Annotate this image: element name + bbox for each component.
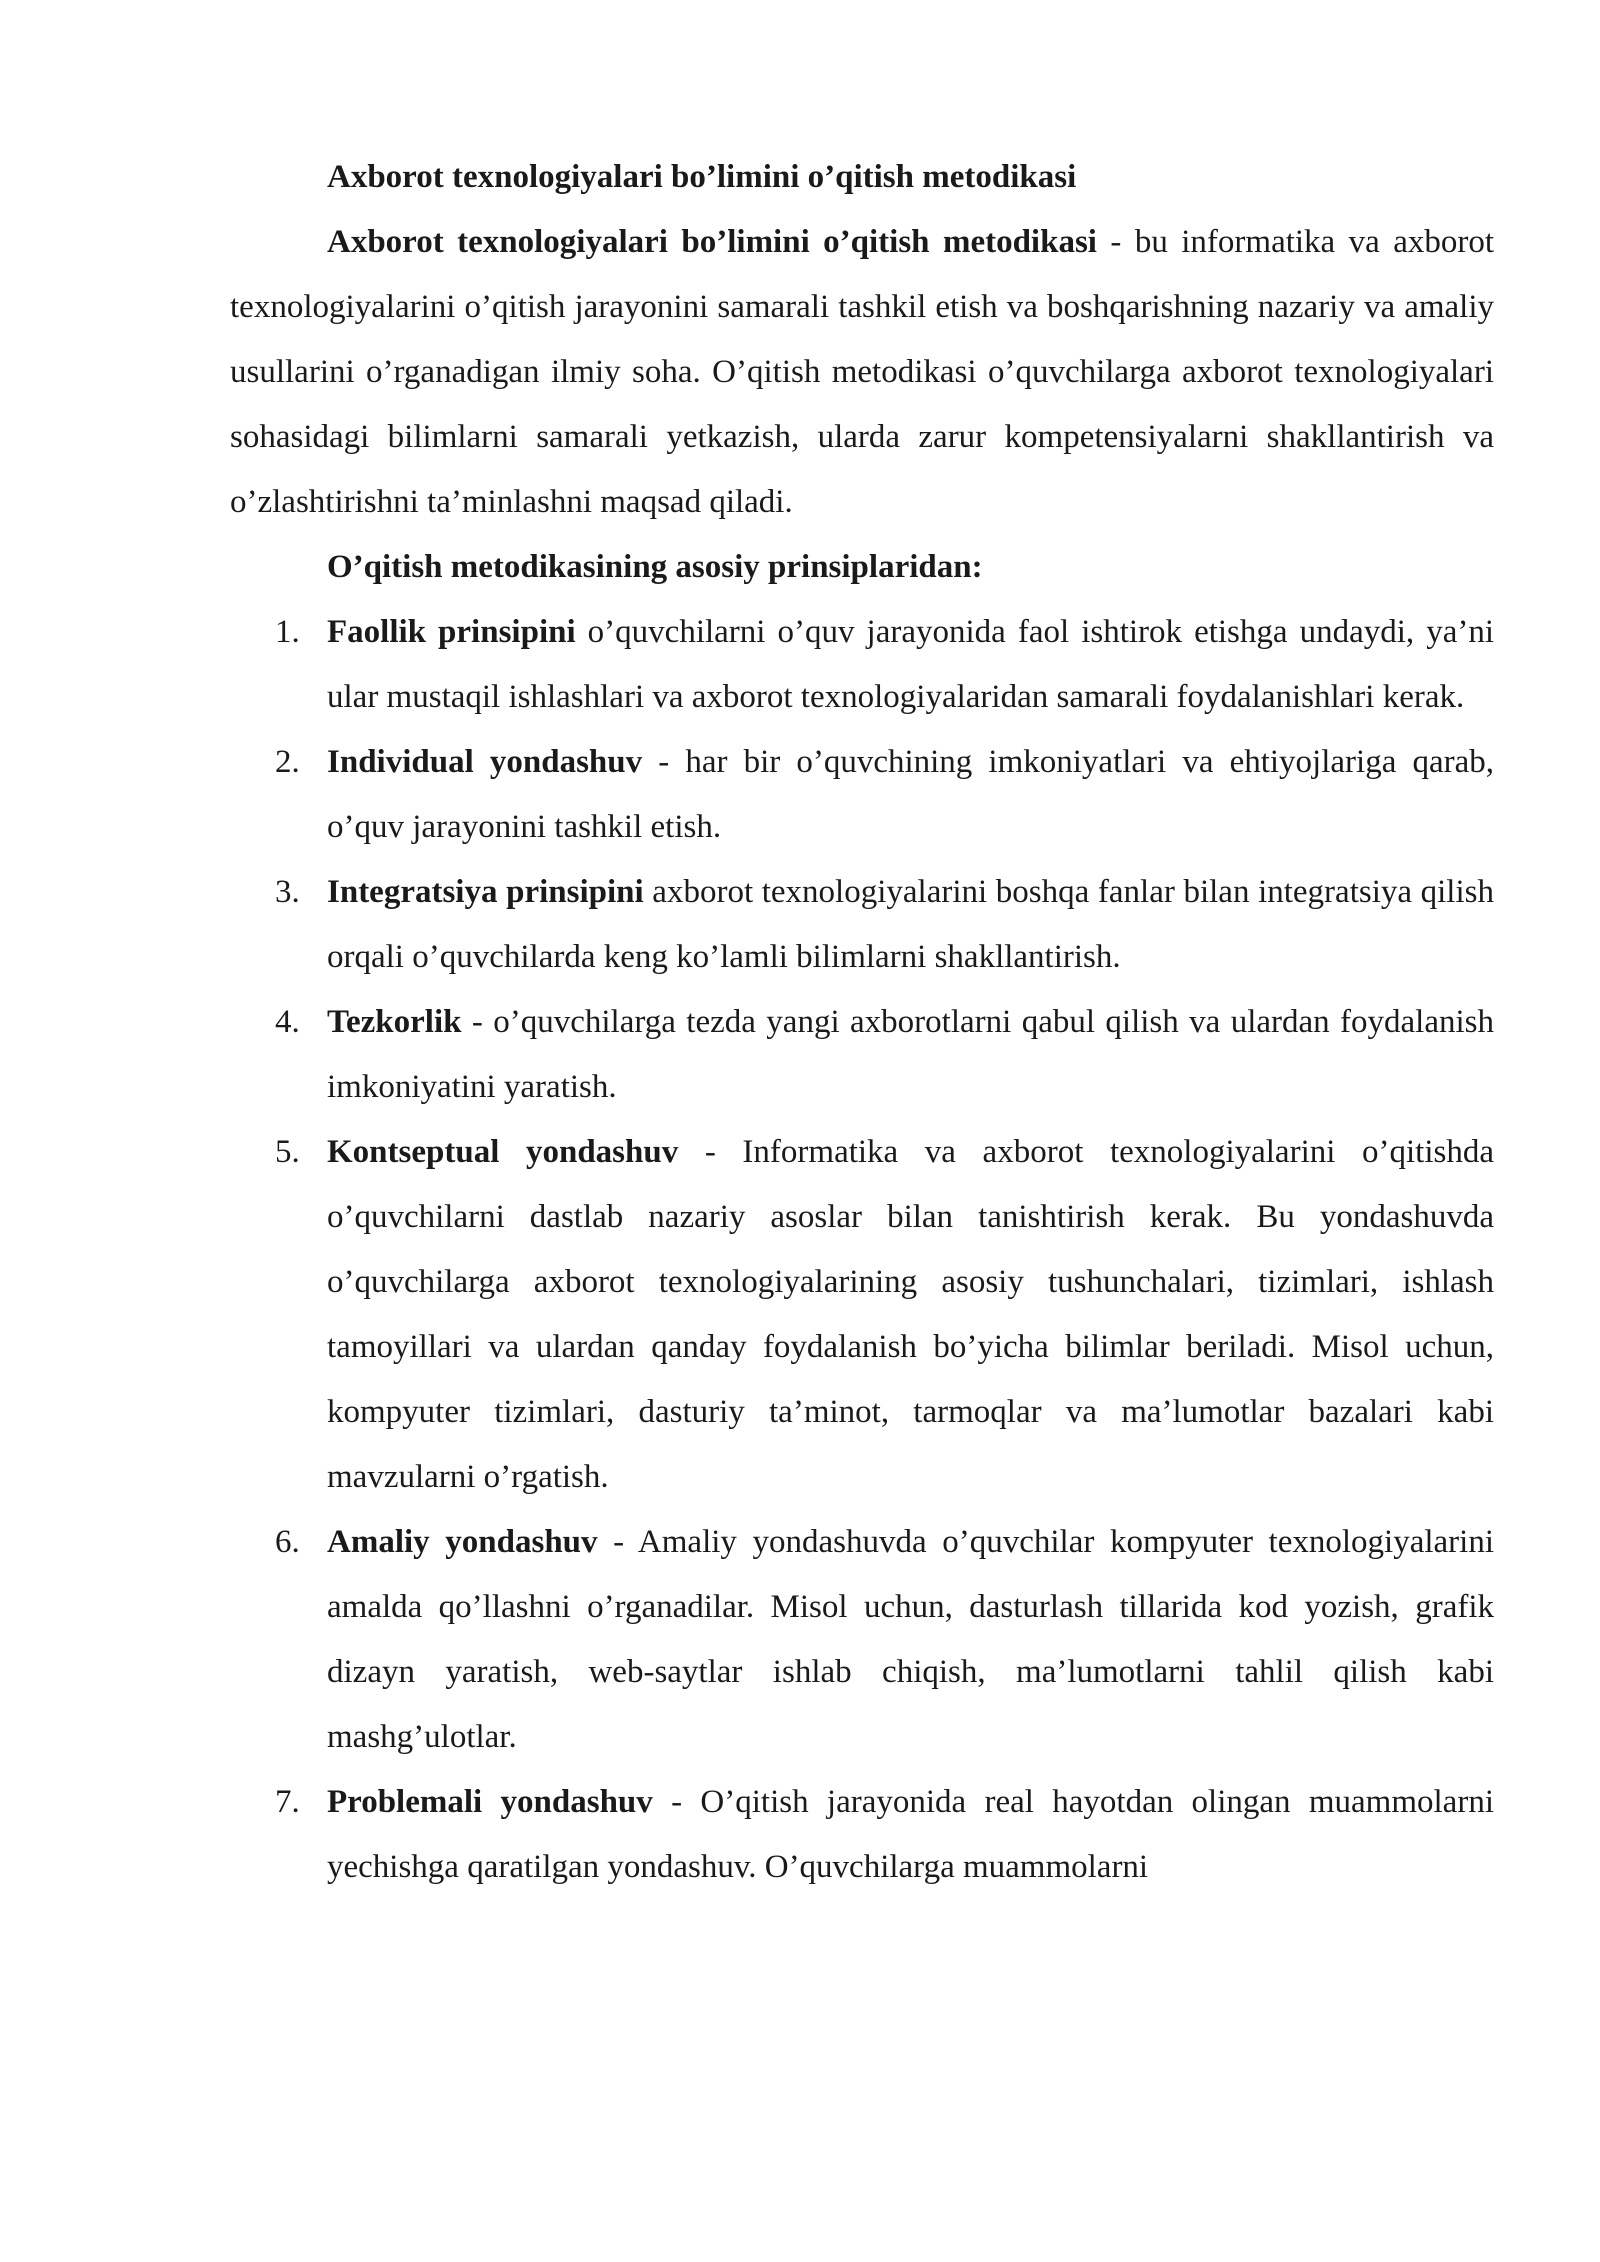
list-item-text: - Informatika va axborot texnologiyalarini o’qitishda o’quvchilarni dastlab nazariy asoslar bilan tanishtirish kerak. Bu yondashuvda o’quvchilarga axborot texnologiyalarining asosiy tushunchalari, tizimlari, ishlash tamoyillari va ulardan qanday foydalanish bo’yicha bilimlar beriladi. Misol uchun, kompyuter tizimlari, dasturiy ta’minot, tarmoqlar va ma’lumotlar bazalari kabi mavzularni o’rgatish. xyxy=(327,1134,1494,1495)
list-item-number: 5. xyxy=(275,1134,300,1170)
intro-term: Axborot texnologiyalari bo’limini o’qitish metodikasi xyxy=(327,224,1097,260)
list-item-text: - O’qitish jarayonida real hayotdan olingan muammolarni yechishga qaratilgan yondashuv. O’quvchilarga muammolarni xyxy=(327,1784,1494,1885)
principles-heading: O’qitish metodikasining asosiy prinsiplaridan: xyxy=(327,549,983,585)
list-item-term: Kontseptual yondashuv xyxy=(327,1134,679,1170)
document-page xyxy=(230,145,1494,1900)
list-item-text: - har bir o’quvchining imkoniyatlari va ehtiyojlariga qarab, o’quv jarayonini tashkil etish. xyxy=(327,744,1494,845)
list-item-term: Tezkorlik xyxy=(327,1004,462,1040)
list-item-number: 3. xyxy=(275,874,300,910)
list-item-term: Individual yondashuv xyxy=(327,744,643,780)
list-item-number: 2. xyxy=(275,744,300,780)
list-item-text: - o’quvchilarga tezda yangi axborotlarni qabul qilish va ulardan foydalanish imkoniyatini yaratish. xyxy=(327,1004,1494,1105)
document-title: Axborot texnologiyalari bo’limini o’qitish metodikasi xyxy=(327,159,1077,195)
list-item-number: 4. xyxy=(275,1004,300,1040)
list-item-number: 7. xyxy=(275,1784,300,1820)
intro-text: - bu informatika va axborot texnologiyalarini o’qitish jarayonini samarali tashkil etish va boshqarishning nazariy va amaliy usullarini o’rganadigan ilmiy soha. O’qitish metodikasi o’quvchilarga axborot texnologiyalari sohasidagi bilimlarni samarali yetkazish, ularda zarur kompetensiyalarni shakllantirish va o’zlashtirishni ta’minlashni maqsad qiladi. xyxy=(230,224,1494,520)
list-item-term: Problemali yondashuv xyxy=(327,1784,653,1820)
list-item xyxy=(230,1120,1494,1510)
list-item-number: 1. xyxy=(275,614,300,650)
list-item xyxy=(230,730,1494,860)
list-item-term: Faollik prinsipini xyxy=(327,614,576,650)
list-item-number: 6. xyxy=(275,1524,300,1560)
list-item xyxy=(230,860,1494,990)
list-item xyxy=(230,600,1494,730)
intro-paragraph xyxy=(230,210,1494,535)
list-item xyxy=(230,1510,1494,1770)
list-item-term: Amaliy yondashuv xyxy=(327,1524,598,1560)
list-item xyxy=(230,990,1494,1120)
list-item-text: axborot texnologiyalarini boshqa fanlar bilan integratsiya qilish orqali o’quvchilarda keng ko’lamli bilimlarni shakllantirish. xyxy=(327,874,1494,975)
list-item xyxy=(230,1770,1494,1900)
list-item-text: o’quvchilarni o’quv jarayonida faol ishtirok etishga undaydi, ya’ni ular mustaqil ishlashlari va axborot texnologiyalaridan samarali foydalanishlari kerak. xyxy=(327,614,1494,715)
list-item-text: - Amaliy yondashuvda o’quvchilar kompyuter texnologiyalarini amalda qo’llashni o’rganadilar. Misol uchun, dasturlash tillarida kod yozish, grafik dizayn yaratish, web-saytlar ishlab chiqish, ma’lumotlarni tahlil qilish kabi mashg’ulotlar. xyxy=(327,1524,1494,1755)
principles-list xyxy=(230,600,1494,1900)
list-item-term: Integratsiya prinsipini xyxy=(327,874,644,910)
